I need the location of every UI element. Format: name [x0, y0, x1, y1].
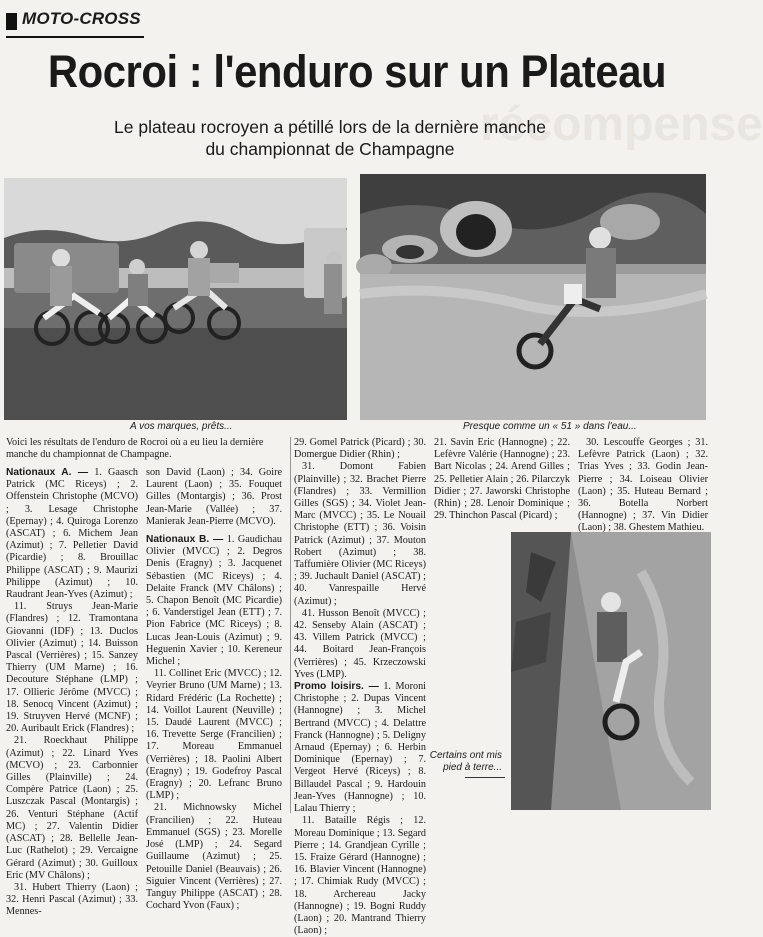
results-text: 1. Gaudichau Olivier (MVCC) ; 2. Degros Denis (Eragny) ; 3. Jacquenet Sébastien (MC Riceys) ; 4. Delaite Franck (MV Châlons) ; 5. Chapon Benoît (MC Picardie) ; 6. Vanderstigel Jean (ETT) ; 7. Pion Fabrice (MC Riceys) ; 8. Lucas Jean-Louis (Azimut) ; 9. Heguenin Xavier ; 10. Kereneur Michel ; — [146, 534, 282, 668]
category-heading-promo-loisirs: Promo loisirs. — — [294, 681, 379, 693]
results-paragraph: 41. Husson Benoît (MVCC) ; 42. Senseby Alain (ASCAT) ; 43. Villem Patrick (MVCC) ; 44. Boitard Jean-François (Verrières) ; 45. Krzeczowski Yves (LMP). — [294, 607, 426, 680]
results-paragraph: 11. Bataille Régis ; 12. Moreau Dominique ; 13. Segard Pierre ; 14. Grandjean Cyrille ; 15. Fraize Gérard (Hannogne) ; 16. Blavier Vincent (Hannogne) ; 17. Chimiak Rudy (MVCC) ; 18. Archereau Jacky (Hannogne) ; 19. Bogni Ruddy (Laon) ; 20. Mantrand Thierry (Laon) ; — [294, 815, 426, 937]
photo-water-splash-caption: Presque comme un « 51 » dans l'eau... — [463, 421, 637, 432]
rubric-rule — [6, 36, 144, 38]
photo-start-line-image — [4, 178, 347, 420]
results-column-4 — [434, 437, 570, 522]
results-paragraph: 29. Gomel Patrick (Picard) ; 30. Domergue Didier (Rhin) ; — [294, 437, 426, 461]
photo-water-splash — [360, 174, 706, 420]
results-paragraph: 30. Lescouffe Georges ; 31. Lefèvre Patrick (Laon) ; 32. Trias Yves ; 33. Godin Jean-Pierre ; 34. Loiseau Olivier (Laon) ; 35. Huteau Bernard ; 36. Botella Norbert (Hannogne) ; 37. Vin Didier (Laon) ; 38. Ghestem Mathieu. — [578, 437, 708, 534]
results-promo-loisirs — [294, 681, 426, 815]
section-rubric — [0, 4, 150, 34]
results-column-3 — [294, 437, 426, 937]
photo-foot-down-caption-line-1: Certains ont mis — [429, 750, 502, 761]
results-column-5 — [578, 437, 708, 535]
results-column-1 — [6, 467, 138, 919]
results-paragraph: 11. Struys Jean-Marie (Flandres) ; 12. Tramontana Giovanni (IDF) ; 13. Duclos Olivier (Azimut) ; 14. Buisson Pascal (Verrières) ; 15. Sanzey Thierry (UM Marne) ; 16. Decouture Stéphane (LMP) ; 17. Ollieric Jérôme (MVCC) ; 18. Senocq Vincent (Azimut) ; 19. Struyven Hervé (MCNF) ; 20. Auribault Erick (Flandres) ; — [6, 601, 138, 735]
standfirst — [110, 116, 550, 160]
photo-foot-down — [511, 532, 711, 810]
photo-water-splash-image — [360, 174, 706, 420]
results-nationaux-b — [146, 534, 282, 668]
photo-start-line — [4, 178, 347, 420]
standfirst-line-2: du championnat de Champagne — [205, 139, 455, 159]
results-paragraph: 31. Hubert Thierry (Laon) ; 32. Henri Pascal (Azimut) ; 33. Mennes- — [6, 881, 138, 918]
results-text: 1. Gaasch Patrick (MC Riceys) ; 2. Offenstein Christophe (MCVO) ; 3. Lesage Christophe (Epernay) ; 4. Quiroga Lorenzo (ASCAT) ; 6. Michem Jean (Azimut) ; 7. Pelletier David (Picardie) ; 8. Brouillac Philippe (ASCAT) ; 9. Maurizi Philippe (Azimut) ; 10. Raudrant Jean-Yves (Azimut) ; — [6, 467, 138, 601]
results-paragraph: 11. Collinet Eric (MVCC) ; 12. Veyrier Bruno (UM Marne) ; 13. Ridard Frédéric (La Rochette) ; 14. Voillot Laurent (Neuville) ; 15. Daudé Laurent (MVCC) ; 16. Trevette Serge (Francilien) ; 17. Moreau Emmanuel (Verrières) ; 18. Paolini Albert (Eragny) ; 19. Godefroy Pascal (Eragny) ; 20. Lefranc Bruno (LMP) ; — [146, 668, 282, 802]
photo-start-line-caption: A vos marques, prêts... — [130, 421, 233, 432]
results-paragraph: 21. Savin Eric (Hannogne) ; 22. Lefèvre Valérie (Hannogne) ; 23. Bart Nicolas ; 24. Arend Gilles ; 25. Pelletier Alain ; 26. Pilarczyk Didier ; 27. Jaworski Christophe (Rhin) ; 28. Lenoir Dominique ; 29. Thinchon Pascal (Picard) ; — [434, 437, 570, 522]
results-text: 1. Moroni Christophe ; 2. Dupas Vincent (Hannogne) ; 3. Michel Bertrand (MVCC) ; 4. Delattre Franck (Hannogne) ; 5. Deligny Arnaud (Epernay) ; 6. Herbin Dominique (Epernay) ; 7. Vergeot Hervé (Riceys) ; 8. Billaudel Pascal ; 9. Hardouin Jean-Yves (Hannogne) ; 10. Lalau Thierry ; — [294, 681, 426, 815]
results-intro: Voici les résultats de l'enduro de Rocroi où a eu lieu la dernière manche du championnat de Champagne. — [6, 437, 264, 461]
column-rule — [290, 437, 291, 813]
photo-foot-down-image — [511, 532, 711, 810]
headline: Rocroi : l'enduro sur un Plateau — [47, 46, 667, 97]
results-paragraph: 21. Roeckhaut Philippe (Azimut) ; 22. Linard Yves (MCVO) ; 23. Carbonnier Gilles (Plainville) ; 24. Compère Patrice (Laon) ; 25. Luszczak Pascal (Montargis) ; 26. Venturi Stéphane (Actif MC) ; 27. Valentin Didier (ASCAT) ; 28. Bellelle Jean-Luc (Rathelot) ; 29. Vercaigne Gérard (Azimut) ; 30. Guilloux Eric (MV Châlons) ; — [6, 735, 138, 881]
results-paragraph: 31. Domont Fabien (Plainville) ; 32. Brachet Pierre (Flandres) ; 33. Vermillion Gilles (SGS) ; 34. Violet Jean-Marc (MVCC) ; 35. Le Nouail Christophe (ETT) ; 36. Voisin Patrick (Azimut) ; 37. Mouton Robert (Azimut) ; 38. Taffumière Olivier (MC Riceys) ; 39. Juchault Daniel (ASCAT) ; 40. Vanrespaille Hervé (Azimut) ; — [294, 461, 426, 607]
bleed-through-text: récompense — [480, 98, 763, 151]
photo-foot-down-caption-line-2: pied à terre... — [443, 762, 502, 773]
standfirst-line-1: Le plateau rocroyen a pétillé lors de la dernière manche — [114, 117, 546, 137]
category-heading-nationaux-a: Nationaux A. — — [6, 467, 89, 478]
category-heading-nationaux-b: Nationaux B. — — [146, 534, 224, 546]
caption-rule — [465, 777, 505, 778]
results-nationaux-a — [6, 467, 138, 601]
photo-foot-down-caption — [420, 750, 502, 774]
rubric-label: MOTO-CROSS — [22, 9, 141, 28]
results-paragraph: son David (Laon) ; 34. Goire Laurent (Laon) ; 35. Fouquet Gilles (Montargis) ; 36. Prost Jean-Marie (Vallée) ; 37. Manierak Jean-Pierre (MCVO). — [146, 467, 282, 527]
results-paragraph: 21. Michnowsky Michel (Francilien) ; 22. Huteau Emmanuel (SGS) ; 23. Morelle José (LMP) ; 24. Segard Guillaume (Azimut) ; 25. Petouille Daniel (Beauvais) ; 26. Siguier Vincent (Verrières) ; 27. Tanguy Philippe (ASCAT) ; 28. Cochard Yvon (Faux) ; — [146, 802, 282, 912]
results-column-2 — [146, 467, 282, 912]
rubric-block — [6, 13, 17, 30]
